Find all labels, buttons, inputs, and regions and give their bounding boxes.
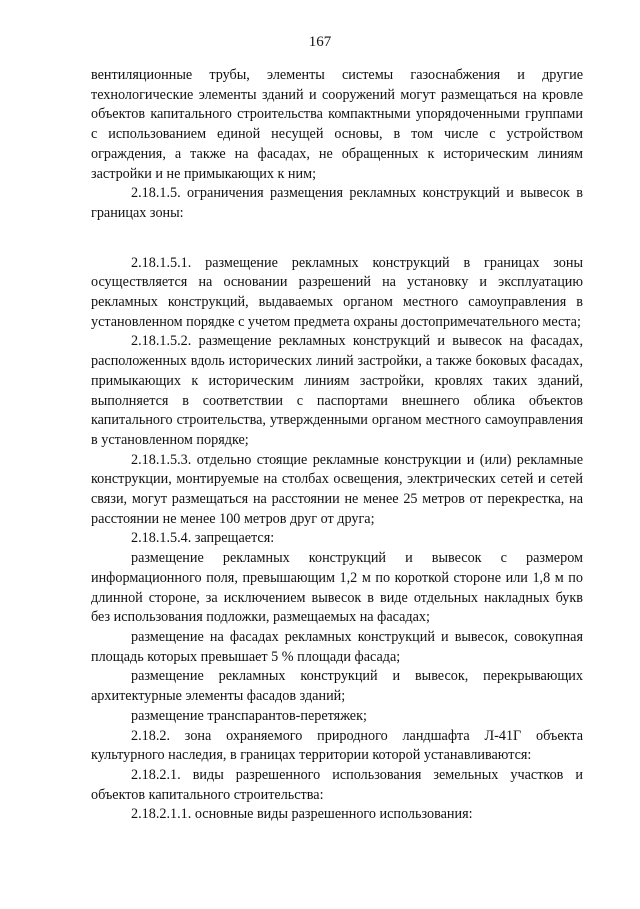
paragraph-2-18-2-1-1: 2.18.2.1.1. основные виды разрешенного использования:: [131, 806, 473, 823]
document-body: [91, 66, 583, 825]
paragraph-2-18-1-5: 2.18.1.5. ограничения размещения рекламных конструкций и вывесок в границах зоны:: [91, 185, 583, 221]
paragraph-2-18-1-5-2: 2.18.1.5.2. размещение рекламных конструкций и вывесок на фасадах, расположенных вдоль исторических линий застройки, а также боковых фасадах, примыкающих к историческим линиям застройки, кровлях таких зданий, выполняется в соответствии с паспортами внешнего облика объектов капитального строительства, утвержденными органом местного самоуправления в установленном порядке;: [91, 333, 583, 448]
paragraph-ban-area: размещение на фасадах рекламных конструкций и вывесок, совокупная площадь которых превышает 5 % площади фасада;: [91, 628, 583, 665]
paragraph-2-18-2-1: 2.18.2.1. виды разрешенного использования земельных участков и объектов капитального строительства:: [91, 766, 583, 803]
paragraph-2-18-2: 2.18.2. зона охраняемого природного ландшафта Л-41Г объекта культурного наследия, в границах территории которой устанавливаются:: [91, 727, 583, 764]
paragraph-2-18-1-5-1: 2.18.1.5.1. размещение рекламных конструкций в границах зоны осуществляется на основании разрешений на установку и эксплуатацию рекламных конструкций, выдаваемых органом местного самоуправления в установленном порядке с учетом предмета охраны достопримечательного места;: [91, 254, 583, 330]
paragraph-ban-banners: размещение транспарантов-перетяжек;: [131, 707, 367, 724]
paragraph-2-18-1-5-3: 2.18.1.5.3. отдельно стоящие рекламные конструкции и (или) рекламные конструкции, монтируемые на столбах освещения, электрических сетей и сетей связи, могут размещаться на расстоянии не менее 25 метров от перекрестка, на расстоянии не менее 100 метров друг от друга;: [91, 451, 583, 527]
paragraph-ventilation: вентиляционные трубы, элементы системы газоснабжения и другие технологические элементы зданий и сооружений могут размещаться на кровле объектов капитального строительства компактными упорядоченными группами с использованием единой несущей основы, в том числе с устройством ограждения, а также на фасадах, не обращенных к историческим линиям застройки и не примыкающих к ним;: [91, 67, 583, 182]
paragraph-ban-overlap: размещение рекламных конструкций и вывесок, перекрывающих архитектурные элементы фасадов зданий;: [91, 668, 583, 705]
page-number: 167: [308, 34, 332, 50]
paragraph-ban-size: размещение рекламных конструкций и вывесок с размером информационного поля, превышающим 1,2 м по короткой стороне или 1,8 м по длинной стороне, за исключением вывесок в виде отдельных накладных букв без использования подложки, размещаемых на фасадах;: [91, 550, 583, 626]
paragraph-gap: [91, 224, 583, 254]
paragraph-2-18-1-5-4: 2.18.1.5.4. запрещается:: [131, 530, 275, 547]
